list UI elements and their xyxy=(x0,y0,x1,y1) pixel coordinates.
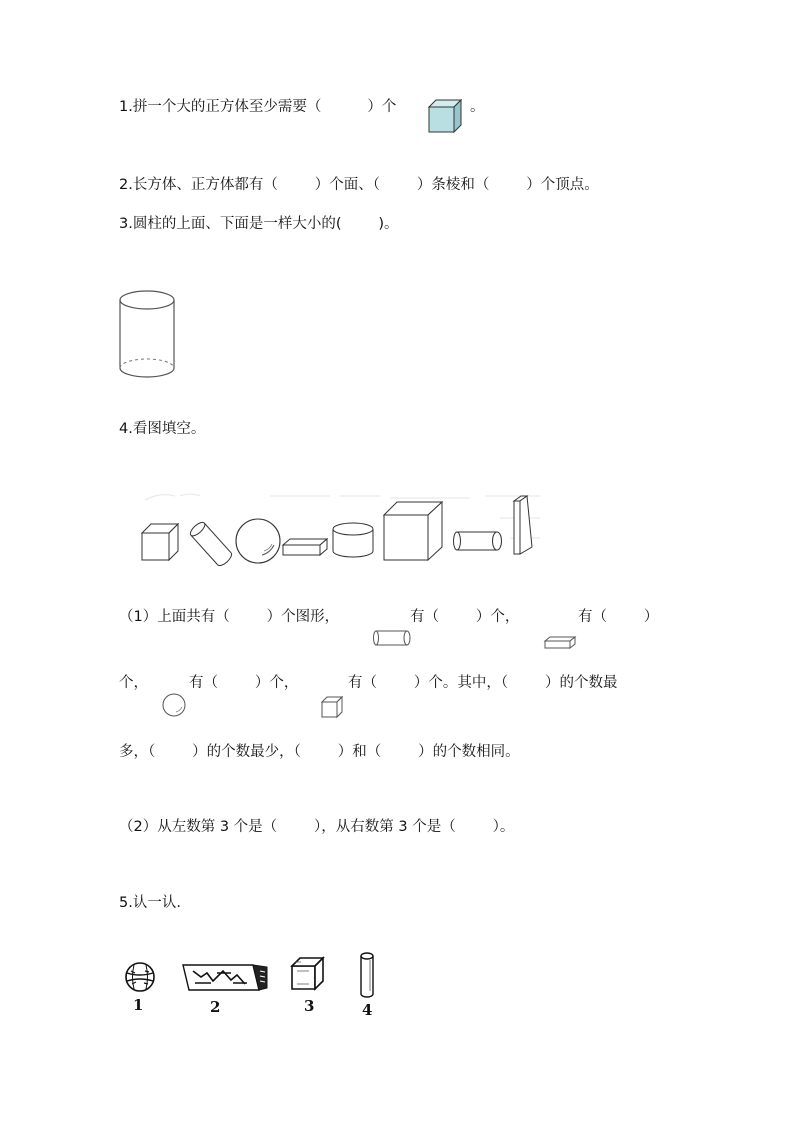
light-blue-cube-icon xyxy=(428,99,462,133)
question-2-text: 2.长方体、正方体都有（ ）个面、（ ）条棱和（ ）个顶点。 xyxy=(119,177,599,193)
lying-cylinder-shape xyxy=(453,530,503,552)
rod-icon xyxy=(357,951,377,999)
small-sphere-icon xyxy=(162,693,186,717)
sphere-shape xyxy=(234,517,282,565)
box-icon xyxy=(181,961,269,991)
cylinder-icon xyxy=(118,290,176,380)
tall-cuboid-shape xyxy=(511,495,535,555)
question-3-text: 3.圆柱的上面、下面是一样大小的( )。 xyxy=(119,216,399,232)
part-1-sphere-count: 有（ ）个， xyxy=(189,675,299,691)
part-2-text: （2）从左数第 3 个是（ ），从右数第 3 个是（ ）。 xyxy=(119,819,515,835)
small-cube-icon xyxy=(321,696,343,718)
item-label-3: 3 xyxy=(304,997,315,1015)
flat-cuboid-shape xyxy=(282,538,328,556)
short-cylinder-shape xyxy=(331,521,375,559)
question-5-title: 5.认一认. xyxy=(119,895,181,911)
question-1-text: 1.拼一个大的正方体至少需要（ ）个 xyxy=(119,99,397,115)
small-cuboid-icon xyxy=(544,636,576,649)
slanted-cylinder-shape xyxy=(188,519,234,569)
item-label-1: 1 xyxy=(133,996,144,1014)
question-4-title: 4.看图填空。 xyxy=(119,421,206,437)
item-label-2: 2 xyxy=(210,998,221,1016)
question-1-end: 。 xyxy=(470,99,485,115)
part-1-line3: 多，（ ）的个数最少，（ ）和（ ）的个数相同。 xyxy=(119,744,520,760)
ball-icon xyxy=(124,961,156,993)
part-1-line2-start: 个， xyxy=(119,675,148,691)
large-cube-shape xyxy=(383,501,443,561)
item-label-4: 4 xyxy=(362,1001,373,1019)
part-1-cylinder-count: 有（ ）个， xyxy=(410,609,520,625)
part-1-cube-count: 有（ ）个。其中，（ ）的个数最 xyxy=(348,675,618,691)
part-1-intro: （1）上面共有（ ）个图形， xyxy=(119,609,340,625)
cube-icon xyxy=(291,957,325,991)
small-cylinder-icon xyxy=(373,630,411,646)
cube-shape xyxy=(141,523,179,561)
part-1-cuboid-count: 有（ ） xyxy=(578,609,659,625)
